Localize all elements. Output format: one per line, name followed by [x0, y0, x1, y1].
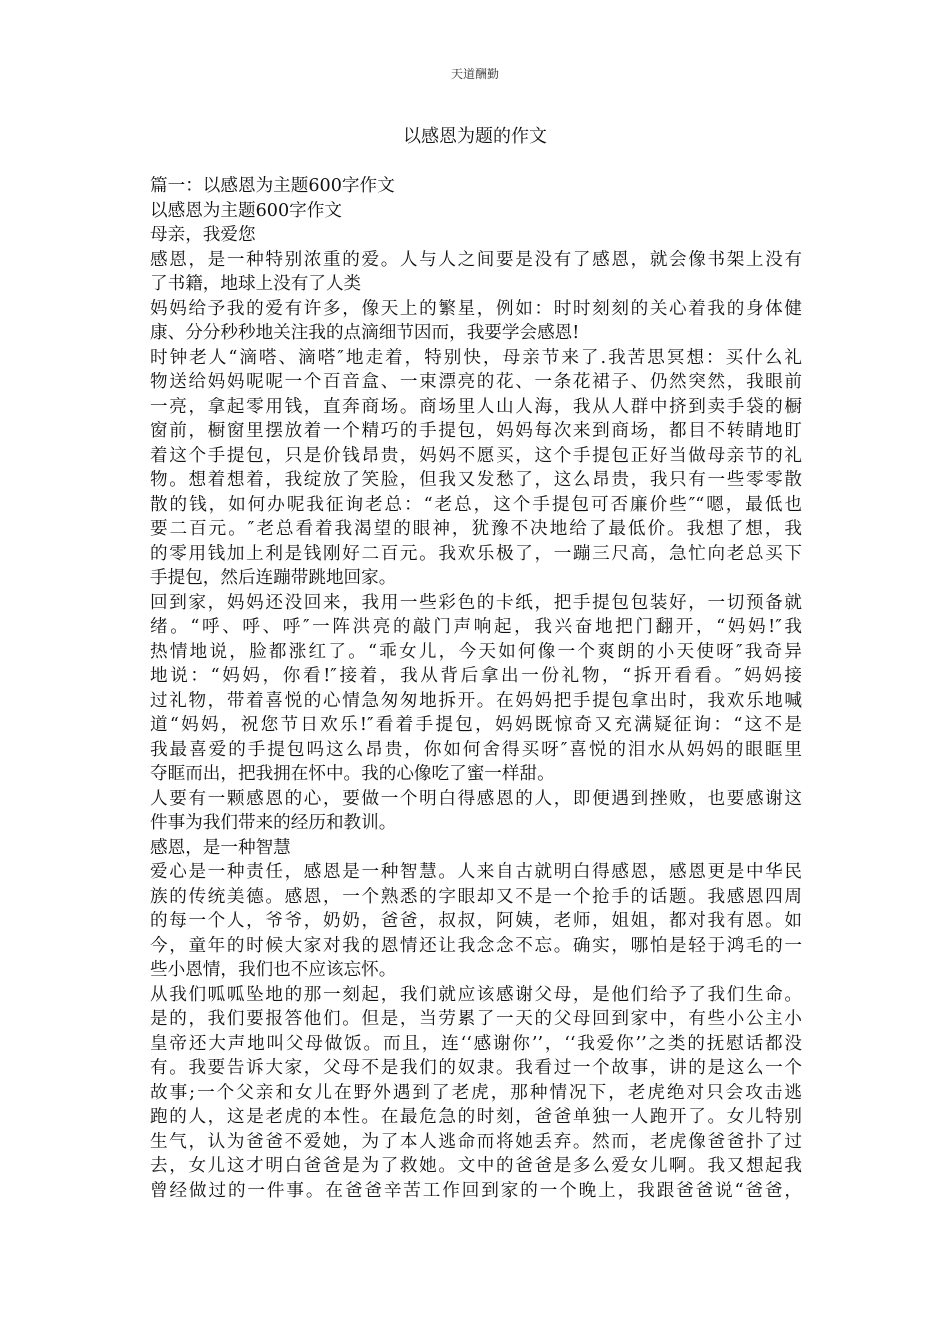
text-line: 热情地说，脸都涨红了。“乖女儿，今天如何像一个爽朗的小天使呀″我奇异 [150, 641, 802, 662]
text-line: 时钟老人“滴嗒、滴嗒″地走着，特别快，母亲节来了.我苦思冥想：买什么礼 [150, 347, 802, 368]
text-line: 生气，认为爸爸不爱她，为了本人逃命而将她丢弃。然而，老虎像爸爸扑了过 [150, 1131, 802, 1152]
document-title: 以感恩为题的作文 [403, 126, 547, 147]
text-line: 回到家，妈妈还没回来，我用一些彩色的卡纸，把手提包包装好，一切预备就 [150, 592, 802, 613]
text-line: 人要有一颗感恩的心，要做一个明白得感恩的人，即便遇到挫败，也要感谢这 [150, 788, 802, 809]
text-line: 道“妈妈，祝您节日欢乐!″看着手提包，妈妈既惊奇又充满疑征询：“这不是 [150, 715, 802, 735]
text-line: 故事;一个父亲和女儿在野外遇到了老虎，那种情况下，老虎绝对只会攻击逃 [150, 1082, 802, 1103]
text-line: 感恩，是一种特别浓重的爱。人与人之间要是没有了感恩，就会像书架上没有 [150, 249, 802, 270]
text-line: 妈妈给予我的爱有许多，像天上的繁星，例如：时时刻刻的关心着我的身体健 [150, 298, 802, 319]
text-line: 曾经做过的一件事。在爸爸辛苦工作回到家的一个晚上，我跟爸爸说“爸爸， [150, 1180, 802, 1201]
text-line: 过礼物，带着喜悦的心情急匆匆地拆开。在妈妈把手提包拿出时，我欢乐地喊 [150, 690, 802, 711]
text-line: 母亲，我爱您 [150, 225, 256, 245]
text-line: 手提包，然后连蹦带跳地回家。 [150, 568, 397, 588]
text-line: 是的，我们要报答他们。但是，当劳累了一天的父母回到家中，有些小公主小 [150, 1009, 802, 1029]
text-line: 一亮，拿起零用钱，直奔商场。商场里人山人海，我从人群中挤到卖手袋的橱 [150, 396, 802, 417]
text-line: 篇一：以感恩为主题600字作文 [150, 176, 395, 196]
text-line: 跑的人，这是老虎的本性。在最危急的时刻，爸爸单独一人跑开了。女儿特别 [150, 1107, 802, 1127]
text-line: 从我们呱呱坠地的那一刻起，我们就应该感谢父母，是他们给予了我们生命。 [150, 984, 802, 1005]
text-line: 爱心是一种责任，感恩是一种智慧。人来自古就明白得感恩，感恩更是中华民 [150, 862, 802, 882]
text-line: 物。想着想着，我绽放了笑脸，但我又发愁了，这么昂贵，我只有一些零零散 [150, 470, 802, 490]
text-line: 要二百元。″老总看着我渴望的眼神，犹豫不决地给了最低价。我想了想，我 [150, 519, 802, 539]
text-line: 夺眶而出，把我拥在怀中。我的心像吃了蜜一样甜。 [150, 764, 555, 784]
text-line: 皇帝还大声地叫父母做饭。而且，连‘‘感谢你’’，‘‘我爱你’’之类的抚慰话都没 [150, 1033, 802, 1054]
text-line: 今，童年的时候大家对我的恩情还让我念念不忘。确实，哪怕是轻于鸿毛的一 [150, 935, 802, 956]
text-line: 着这个手提包，只是价钱昂贵，妈妈不愿买，这个手提包正好当做母亲节的礼 [150, 445, 802, 466]
text-line: 的每一个人，爷爷，奶奶，爸爸，叔叔，阿姨，老师，姐姐，都对我有恩。如 [150, 911, 802, 931]
text-line: 窗前，橱窗里摆放着一个精巧的手提包，妈妈每次来到商场，都目不转睛地盯 [150, 421, 802, 441]
text-line: 件事为我们带来的经历和教训。 [150, 813, 397, 833]
text-line: 我最喜爱的手提包吗这么昂贵，你如何舍得买呀″喜悦的泪水从妈妈的眼眶里 [150, 739, 802, 760]
text-line: 感恩，是一种智慧 [150, 837, 291, 858]
text-line: 了书籍，地球上没有了人类 [150, 274, 362, 294]
text-line: 些小恩情，我们也不应该忘怀。 [150, 960, 397, 980]
page-header: 天道酬勤 [450, 67, 499, 81]
text-line: 去，女儿这才明白爸爸是为了救她。文中的爸爸是多么爱女儿啊。我又想起我 [150, 1156, 802, 1176]
text-line: 物送给妈妈呢呢一个百音盒、一束漂亮的花、一条花裙子、仍然突然，我眼前 [150, 372, 802, 392]
text-line: 族的传统美德。感恩，一个熟悉的字眼却又不是一个抢手的话题。我感恩四周 [150, 886, 802, 907]
text-line: 以感恩为主题600字作文 [150, 200, 342, 221]
text-line: 康、分分秒秒地关注我的点滴细节因而，我要学会感恩! [150, 323, 580, 343]
text-line: 地说：“妈妈，你看!″接着，我从背后拿出一份礼物，“拆开看看。″妈妈接 [150, 666, 802, 686]
text-line: 绪。“呼、呼、呼″一阵洪亮的敲门声响起，我兴奋地把门翻开，“妈妈!″我 [150, 617, 802, 637]
text-line: 有。我要告诉大家，父母不是我们的奴隶。我看过一个故事，讲的是这么一个 [150, 1058, 802, 1078]
document-body [150, 174, 802, 1203]
text-line: 的零用钱加上利是钱刚好二百元。我欢乐极了，一蹦三尺高，急忙向老总买下 [150, 543, 802, 564]
text-line: 散的钱，如何办呢我征询老总：“老总，这个手提包可否廉价些″“嗯，最低也 [150, 494, 802, 515]
